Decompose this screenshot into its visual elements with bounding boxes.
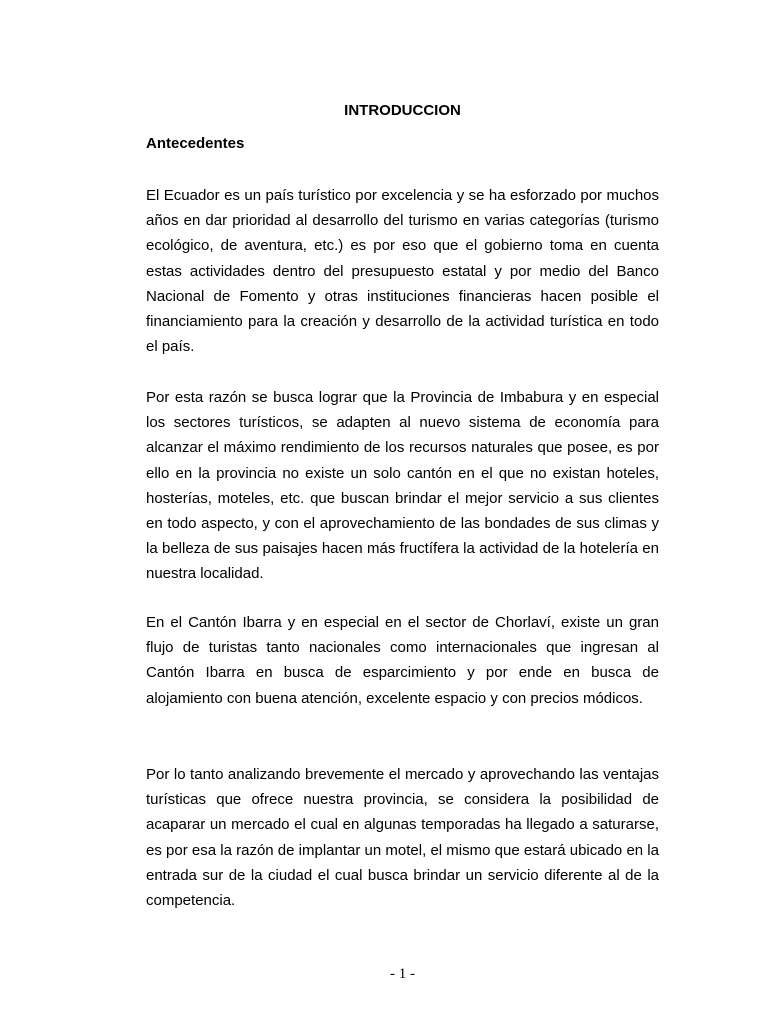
paragraph-2: Por esta razón se busca lograr que la Provincia de Imbabura y en especial los sectores turísticos, se adapten al nuevo sistema de economía para alcanzar el máximo rendimiento de los recursos naturales que posee, es por ello en la provincia no existe un solo cantón en el que no existan hoteles, hosterías, moteles, etc. que buscan brindar el mejor servicio a sus clientes en todo aspecto, y con el aprovechamiento de las bondades de sus climas y la belleza de sus paisajes hacen más fructífera la actividad de la hotelería en nuestra localidad.: [146, 389, 659, 583]
paragraph-4: Por lo tanto analizando brevemente el mercado y aprovechando las ventajas turísticas que ofrece nuestra provincia, se considera la posibilidad de acaparar un mercado el cual en algunas temporadas ha llegado a saturarse, es por esa la razón de implantar un motel, el mismo que estará ubicado en la entrada sur de la ciudad el cual busca brindar un servicio diferente al de la competencia.: [146, 766, 659, 910]
paragraph-3: En el Cantón Ibarra y en especial en el sector de Chorlaví, existe un gran flujo de turistas tanto nacionales como internacionales que ingresan al Cantón Ibarra en busca de esparcimiento y por ende en busca de alojamiento con buena atención, excelente espacio y con precios módicos.: [146, 614, 659, 707]
paragraph-1: El Ecuador es un país turístico por excelencia y se ha esforzado por muchos años en dar prioridad al desarrollo del turismo en varias categorías (turismo ecológico, de aventura, etc.) es por eso que el gobierno toma en cuenta estas actividades dentro del presupuesto estatal y por medio del Banco Nacional de Fomento y otras instituciones financieras hacen posible el financiamiento para la creación y desarrollo de la actividad turística en todo el país.: [146, 187, 659, 356]
page-number: - 1 -: [390, 966, 415, 982]
page-title: INTRODUCCION: [344, 102, 461, 119]
section-heading: Antecedentes: [146, 135, 245, 152]
